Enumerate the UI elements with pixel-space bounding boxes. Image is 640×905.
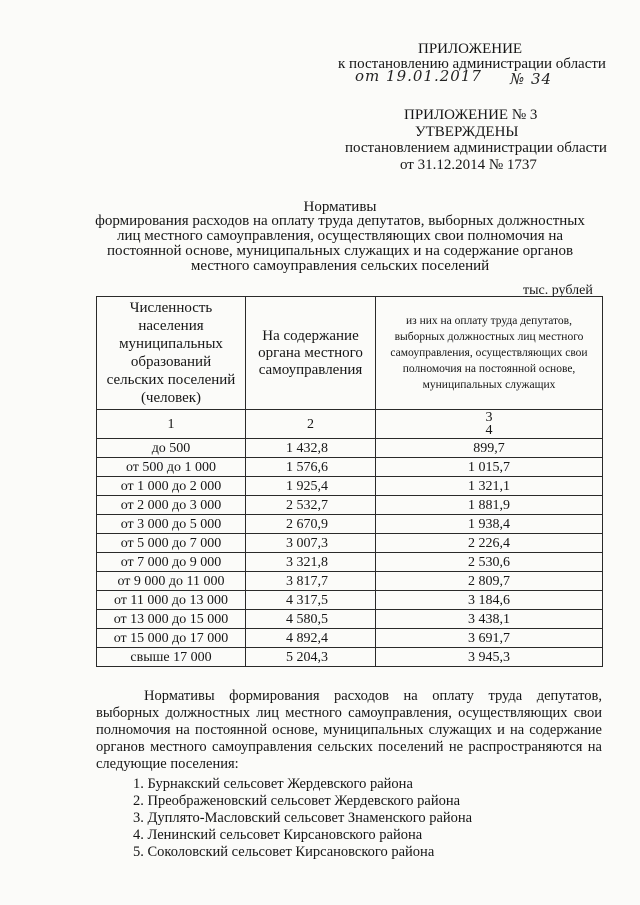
cell-maintenance: 2 532,7 — [246, 496, 376, 515]
cell-maintenance: 4 580,5 — [246, 610, 376, 629]
cell-salary: 3 945,3 — [376, 648, 603, 667]
table-row — [97, 458, 603, 477]
cell-salary: 1 938,4 — [376, 515, 603, 534]
cell-population: от 7 000 до 9 000 — [97, 553, 246, 572]
cell-population: от 2 000 до 3 000 — [97, 496, 246, 515]
appendix-heading: ПРИЛОЖЕНИЕ — [418, 41, 523, 57]
table-row — [97, 534, 603, 553]
handwritten-date: от 19.01.2017 — [355, 67, 482, 85]
cell-population: от 15 000 до 17 000 — [97, 629, 246, 648]
title-line-4: постоянной основе, муниципальных служащих и на содержание органов — [106, 243, 574, 259]
cell-maintenance: 4 892,4 — [246, 629, 376, 648]
list-item: 2. Преображеновский сельсовет Жердевского района — [133, 793, 461, 809]
table-header-row — [97, 297, 603, 410]
cell-salary: 1 881,9 — [376, 496, 603, 515]
cell-maintenance: 3 321,8 — [246, 553, 376, 572]
table-row — [97, 648, 603, 667]
table-row — [97, 553, 603, 572]
cell-maintenance: 1 576,6 — [246, 458, 376, 477]
cell-maintenance: 5 204,3 — [246, 648, 376, 667]
cell-population: от 9 000 до 11 000 — [97, 572, 246, 591]
column-number-1: 1 — [97, 410, 246, 439]
approved-heading: УТВЕРЖДЕНЫ — [415, 124, 519, 140]
list-item: 4. Ленинский сельсовет Кирсановского района — [133, 827, 423, 843]
cell-population: от 5 000 до 7 000 — [97, 534, 246, 553]
table-row — [97, 477, 603, 496]
cell-maintenance: 1 432,8 — [246, 439, 376, 458]
column-number-2: 2 — [246, 410, 376, 439]
cell-salary: 899,7 — [376, 439, 603, 458]
cell-maintenance: 1 925,4 — [246, 477, 376, 496]
approved-by: постановлением администрации области — [345, 140, 607, 156]
cell-population: от 3 000 до 5 000 — [97, 515, 246, 534]
header-salary: из них на оплату труда депутатов, выборных должностных лиц местного самоуправления, осуществляющих свои полномочия на постоянной основе, муниципальных служащих — [376, 297, 603, 410]
title-line-2: формирования расходов на оплату труда депутатов, выборных должностных — [95, 213, 585, 229]
appendix-3-heading: ПРИЛОЖЕНИЕ № 3 — [404, 107, 538, 123]
cell-maintenance: 4 317,5 — [246, 591, 376, 610]
table-row — [97, 629, 603, 648]
cell-maintenance: 2 670,9 — [246, 515, 376, 534]
list-item: 1. Бурнакский сельсовет Жердевского района — [133, 776, 413, 792]
cell-population: свыше 17 000 — [97, 648, 246, 667]
resolution-reference: к постановлению администрации области — [338, 56, 606, 72]
title-line-5: местного самоуправления сельских поселений — [190, 258, 490, 274]
header-maintenance: На содержание органа местного самоуправления — [246, 297, 376, 410]
handwritten-number: № 34 — [510, 70, 553, 88]
cell-salary: 2 809,7 — [376, 572, 603, 591]
column-numbers-row — [97, 410, 603, 439]
list-item: 5. Соколовский сельсовет Кирсановского района — [133, 844, 435, 860]
title-line-3: лиц местного самоуправления, осуществляющих свои полномочия на — [116, 228, 564, 244]
units-label: тыс. рублей — [523, 283, 593, 298]
cell-maintenance: 3 007,3 — [246, 534, 376, 553]
cell-salary: 1 015,7 — [376, 458, 603, 477]
cell-population: до 500 — [97, 439, 246, 458]
table-row — [97, 591, 603, 610]
title-line-1: Нормативы — [303, 199, 377, 215]
table-row — [97, 439, 603, 458]
cell-population: от 1 000 до 2 000 — [97, 477, 246, 496]
cell-population: от 500 до 1 000 — [97, 458, 246, 477]
cell-salary: 3 438,1 — [376, 610, 603, 629]
column-number-3-4: 3 4 — [376, 410, 603, 439]
norms-table — [96, 296, 603, 667]
list-item: 3. Дуплято-Масловский сельсовет Знаменского района — [133, 810, 473, 826]
cell-salary: 1 321,1 — [376, 477, 603, 496]
table-row — [97, 515, 603, 534]
table-row — [97, 572, 603, 591]
cell-salary: 3 691,7 — [376, 629, 603, 648]
settlements-list — [133, 776, 472, 861]
table-row — [97, 610, 603, 629]
cell-maintenance: 3 817,7 — [246, 572, 376, 591]
cell-population: от 13 000 до 15 000 — [97, 610, 246, 629]
table-row — [97, 496, 603, 515]
cell-salary: 2 530,6 — [376, 553, 603, 572]
original-resolution-date: от 31.12.2014 № 1737 — [400, 157, 537, 173]
cell-salary: 2 226,4 — [376, 534, 603, 553]
cell-population: от 11 000 до 13 000 — [97, 591, 246, 610]
header-population: Численность населения муниципальных образований сельских поселений (человек) — [97, 297, 246, 410]
exclusion-paragraph: Нормативы формирования расходов на оплату труда депутатов, выборных должностных лиц местного самоуправления, осуществляющих свои полномочия на постоянной основе, муниципальных служащих и на содержание органов местного самоуправления сельских поселений не распространяются на следующие поселения: — [96, 688, 602, 772]
cell-salary: 3 184,6 — [376, 591, 603, 610]
